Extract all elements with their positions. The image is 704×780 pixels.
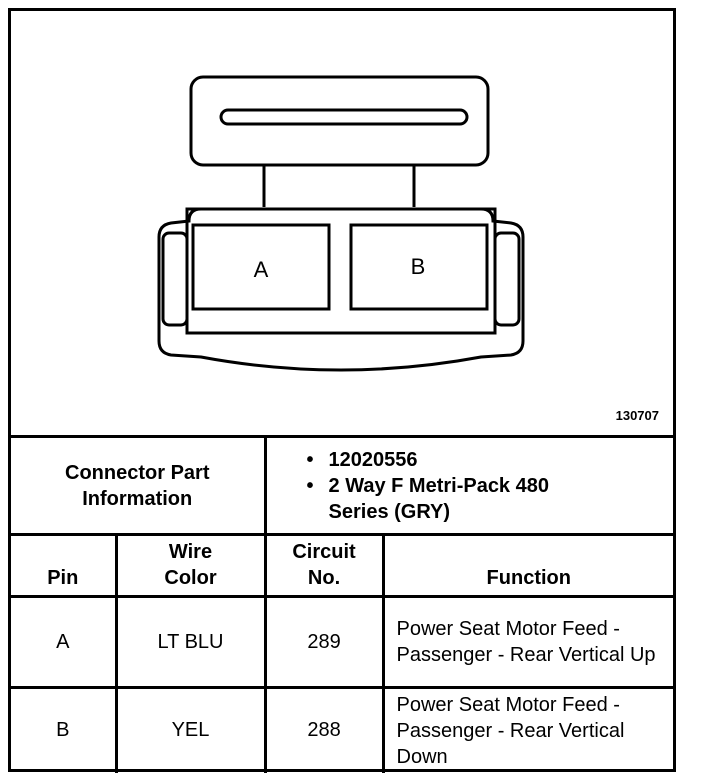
wire-color-cell: YEL [116,688,265,773]
col-header-function: Function [383,535,673,597]
col-header-pin: Pin [11,535,116,597]
table-row [11,597,673,688]
pin-cell: B [11,688,116,773]
connector-frame [8,8,676,772]
right-rib [495,233,519,325]
cavity-b-label: B [410,254,426,279]
part-info-row [11,437,673,535]
col-header-wire-color [116,535,265,597]
connector-drawing [11,11,673,435]
cavity-housing [187,209,495,333]
function-cell: Power Seat Motor Feed - Passenger - Rear Vertical Up [383,597,673,688]
latch-slot [221,110,467,124]
circuit-header-text: Circuit No. [292,541,356,589]
table-row [11,688,673,773]
latch-tab [191,77,488,165]
part-info-list [265,437,673,535]
part-info-item [307,447,674,473]
connector-info-table [11,435,673,773]
connector-body [159,209,523,370]
part-info-label: Connector Part Information [11,437,265,535]
function-cell: Power Seat Motor Feed - Passenger - Rear Vertical Down [383,688,673,773]
circuit-cell: 289 [265,597,383,688]
cavity-a-label: A [253,257,269,282]
left-rib [163,233,187,325]
wire-color-header-text: Wire Color [164,541,217,589]
wire-color-cell: LT BLU [116,597,265,688]
connector-diagram [11,11,673,435]
circuit-cell: 288 [265,688,383,773]
header-row [11,535,673,597]
part-number: 12020556 [328,448,418,471]
col-header-circuit [265,535,383,597]
pin-cell: A [11,597,116,688]
part-info-item [307,473,674,525]
figure-number: 130707 [615,408,659,423]
bullet-icon: • [306,474,314,497]
bullet-icon: • [306,448,314,471]
connector-series: 2 Way F Metri-Pack 480 Series (GRY) [328,474,549,523]
